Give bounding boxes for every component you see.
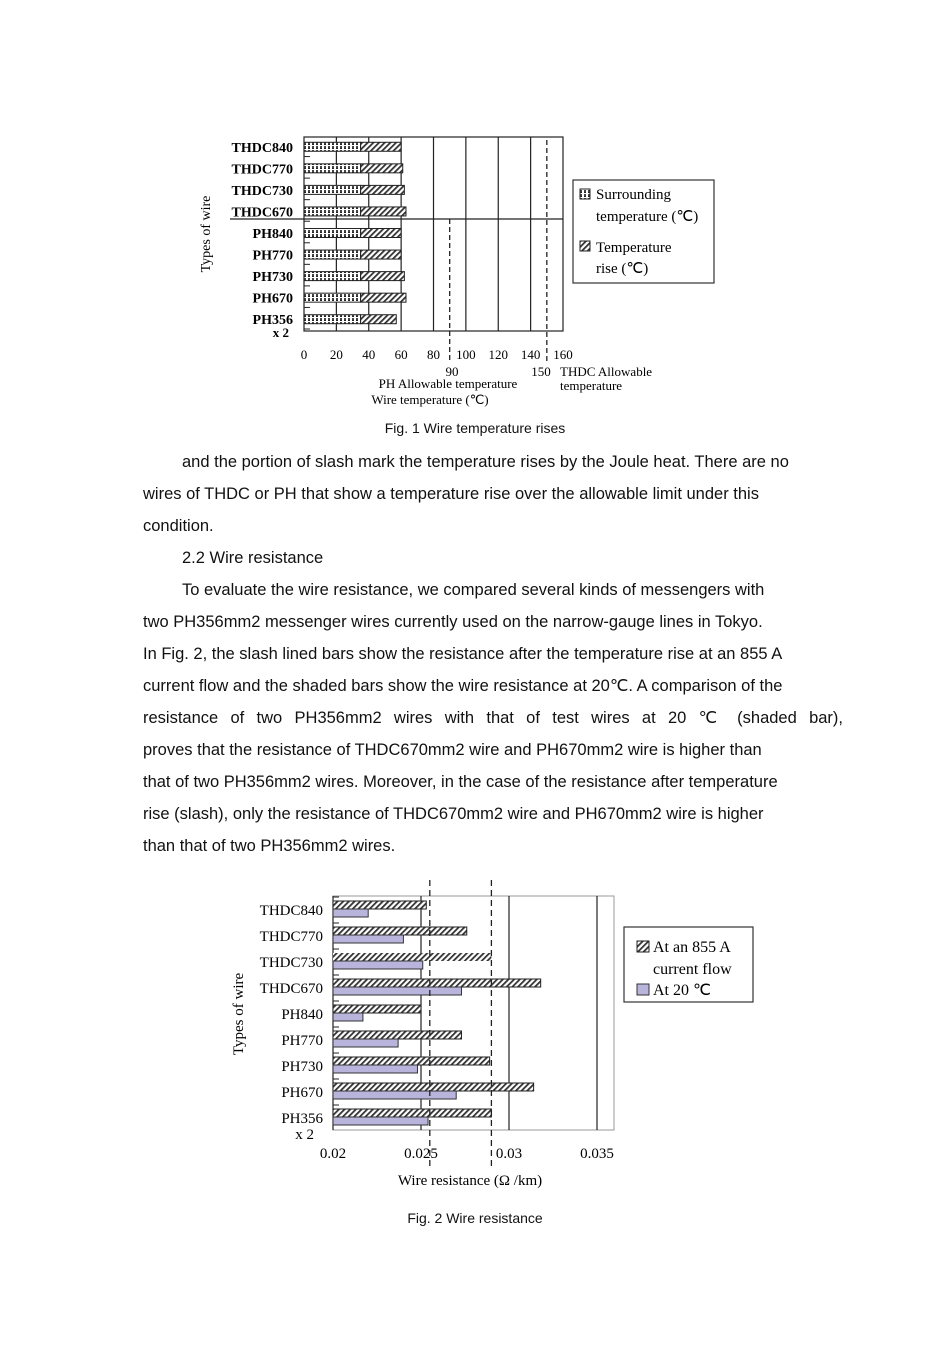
svg-text:PH670: PH670 bbox=[281, 1085, 323, 1101]
svg-text:120: 120 bbox=[488, 347, 508, 362]
svg-text:THDC670: THDC670 bbox=[231, 205, 293, 221]
svg-text:Wire resistance (Ω /km): Wire resistance (Ω /km) bbox=[397, 1173, 543, 1189]
svg-text:PH356: PH356 bbox=[252, 313, 293, 329]
svg-text:Types of wire: Types of wire bbox=[199, 195, 214, 273]
svg-text:0.035: 0.035 bbox=[580, 1146, 614, 1162]
svg-text:temperature (℃): temperature (℃) bbox=[596, 209, 699, 225]
svg-text:temperature: temperature bbox=[560, 378, 623, 393]
svg-text:x 2: x 2 bbox=[295, 1127, 314, 1143]
paragraph-2-line-9: than that of two PH356mm2 wires. bbox=[143, 837, 396, 855]
paragraph-2-line-8: rise (slash), only the resistance of THDC670mm2 wire and PH670mm2 wire is higher bbox=[143, 805, 764, 823]
paragraph-2-line-7: that of two PH356mm2 wires. Moreover, in the case of the resistance after temperature bbox=[143, 773, 778, 791]
svg-text:PH730: PH730 bbox=[252, 270, 293, 286]
body-text bbox=[143, 446, 843, 862]
svg-text:90: 90 bbox=[445, 364, 459, 379]
svg-text:rise (℃): rise (℃) bbox=[596, 261, 649, 277]
svg-text:At an 855 A: At an 855 A bbox=[653, 939, 731, 956]
svg-text:PH840: PH840 bbox=[252, 227, 293, 242]
svg-text:Surrounding: Surrounding bbox=[596, 187, 671, 203]
svg-text:150: 150 bbox=[531, 364, 551, 379]
paragraph-2-line-4: current flow and the shaded bars show the wire resistance at 20℃. A comparison of the bbox=[143, 677, 783, 695]
paragraph-1-line-2: wires of THDC or PH that show a temperature rise over the allowable limit under this bbox=[143, 485, 759, 503]
svg-text:PH770: PH770 bbox=[281, 1033, 323, 1049]
svg-text:80: 80 bbox=[427, 347, 440, 362]
svg-text:THDC Allowable: THDC Allowable bbox=[560, 364, 653, 379]
figure-2-chart bbox=[0, 870, 950, 1200]
svg-text:PH Allowable temperature: PH Allowable temperature bbox=[378, 376, 518, 391]
paragraph-2-line-3: In Fig. 2, the slash lined bars show the resistance after the temperature rise at an 855 A bbox=[143, 645, 783, 663]
figure-2-caption: Fig. 2 Wire resistance bbox=[407, 1210, 543, 1226]
paragraph-2-line-6: proves that the resistance of THDC670mm2 wire and PH670mm2 wire is higher than bbox=[143, 741, 762, 759]
svg-text:THDC670: THDC670 bbox=[259, 981, 323, 997]
figure-1-caption: Fig. 1 Wire temperature rises bbox=[384, 420, 566, 436]
svg-text:THDC840: THDC840 bbox=[259, 903, 323, 919]
svg-text:0.03: 0.03 bbox=[495, 1146, 523, 1162]
svg-text:PH730: PH730 bbox=[281, 1059, 323, 1075]
svg-text:Types of wire: Types of wire bbox=[231, 972, 247, 1056]
svg-text:20: 20 bbox=[329, 347, 343, 362]
svg-text:40: 40 bbox=[362, 347, 376, 362]
svg-text:THDC840: THDC840 bbox=[231, 140, 293, 156]
svg-text:x 2: x 2 bbox=[272, 325, 289, 341]
paragraph-2-line-5: resistance of two PH356mm2 wires with that of test wires at 20 ℃ (shaded bar), bbox=[143, 709, 843, 727]
svg-text:160: 160 bbox=[553, 347, 573, 362]
paragraph-2-line-1: To evaluate the wire resistance, we compared several kinds of messengers with bbox=[182, 581, 765, 599]
figure-1-chart bbox=[0, 0, 950, 420]
svg-text:PH670: PH670 bbox=[252, 291, 293, 307]
svg-text:0.02: 0.02 bbox=[319, 1146, 347, 1162]
svg-text:current flow: current flow bbox=[653, 961, 732, 978]
svg-text:THDC770: THDC770 bbox=[231, 162, 293, 178]
svg-text:THDC730: THDC730 bbox=[259, 955, 323, 971]
svg-text:Temperature: Temperature bbox=[596, 240, 672, 256]
svg-text:PH770: PH770 bbox=[252, 248, 293, 264]
paragraph-2-line-2: two PH356mm2 messenger wires currently used on the narrow-gauge lines in Tokyo. bbox=[143, 613, 763, 631]
svg-text:THDC730: THDC730 bbox=[231, 183, 293, 199]
svg-text:100: 100 bbox=[456, 347, 476, 362]
svg-text:0.025: 0.025 bbox=[404, 1146, 438, 1162]
section-heading: 2.2 Wire resistance bbox=[182, 549, 324, 567]
svg-text:At 20 ℃: At 20 ℃ bbox=[653, 982, 711, 999]
svg-text:THDC770: THDC770 bbox=[259, 929, 323, 945]
svg-text:60: 60 bbox=[394, 347, 408, 362]
paragraph-1-line-1: and the portion of slash mark the temperature rises by the Joule heat. There are no bbox=[182, 453, 789, 471]
svg-text:Wire temperature (℃): Wire temperature (℃) bbox=[371, 392, 489, 407]
svg-text:0: 0 bbox=[300, 347, 308, 362]
svg-text:PH356: PH356 bbox=[281, 1111, 323, 1127]
paragraph-1-line-3: condition. bbox=[143, 517, 214, 535]
svg-text:140: 140 bbox=[520, 347, 541, 362]
svg-text:PH840: PH840 bbox=[281, 1007, 323, 1023]
